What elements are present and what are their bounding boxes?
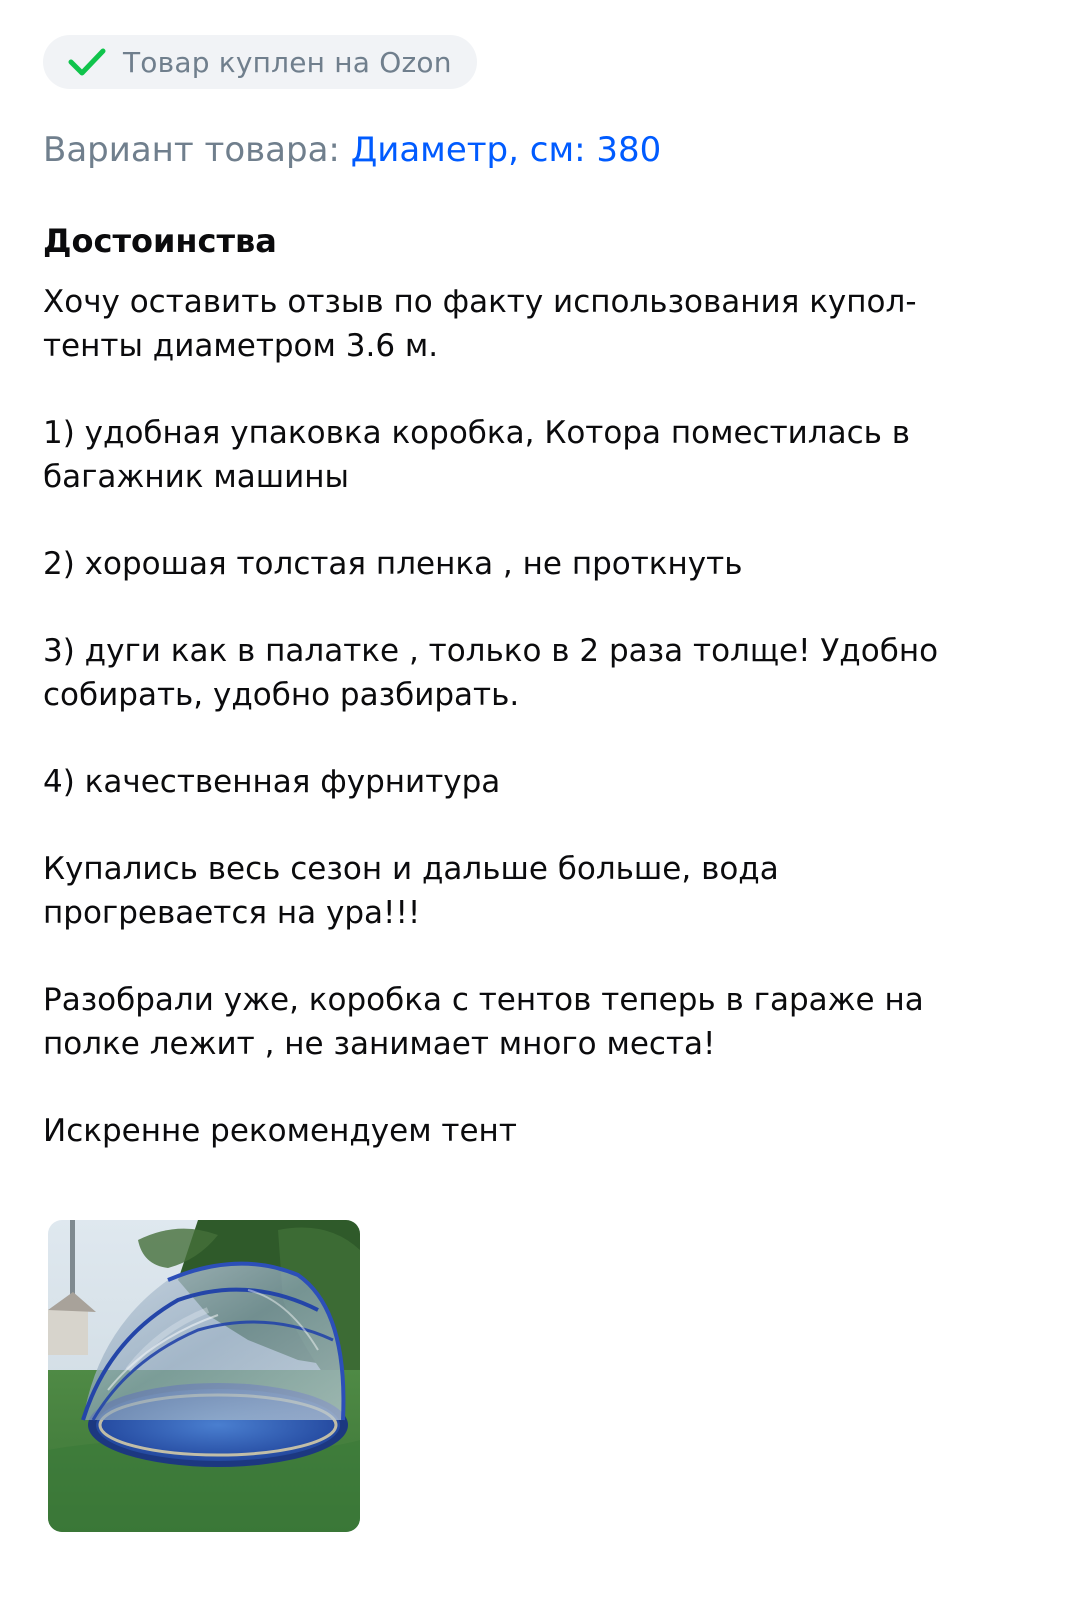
- review-line: багажник машины: [43, 459, 349, 495]
- review-line: 4) качественная фурнитура: [43, 764, 501, 800]
- review-line: тенты диаметром 3.6 м.: [43, 328, 439, 364]
- review-paragraph: [43, 629, 1003, 717]
- review-line: 1) удобная упаковка коробка, Котора поместилась в: [43, 415, 911, 451]
- badge-text: Товар куплен на Ozon: [123, 45, 452, 79]
- purchase-verified-badge: [43, 35, 477, 89]
- review-line: Купались весь сезон и дальше больше, вода: [43, 851, 779, 887]
- review-line: Искренне рекомендуем тент: [43, 1113, 517, 1149]
- review-text: [43, 280, 1003, 1153]
- review-line: 3) дуги как в палатке , только в 2 раза толще! Удобно: [43, 633, 939, 669]
- review-paragraph: [43, 542, 1003, 586]
- review-line: прогревается на ура!!!: [43, 895, 421, 931]
- review-paragraph: [43, 978, 1003, 1066]
- review-line: Разобрали уже, коробка с тентов теперь в гараже на: [43, 982, 924, 1018]
- check-icon: [67, 46, 107, 78]
- review-line: 2) хорошая толстая пленка , не проткнуть: [43, 546, 743, 582]
- variant-value[interactable]: Диаметр, см: 380: [350, 130, 662, 170]
- review-paragraph: [43, 760, 1003, 804]
- review-photo[interactable]: [48, 1220, 360, 1532]
- review-paragraph: [43, 411, 1003, 499]
- review-paragraph: [43, 847, 1003, 935]
- advantages-title: Достоинства: [43, 222, 277, 260]
- review-line: собирать, удобно разбирать.: [43, 677, 520, 713]
- review-line: полке лежит , не занимает много места!: [43, 1026, 716, 1062]
- review-paragraph: [43, 280, 1003, 368]
- pool-dome-photo: [48, 1220, 360, 1532]
- review-line: Хочу оставить отзыв по факту использования купол-: [43, 284, 917, 320]
- product-variant: [43, 130, 661, 170]
- review-paragraph: [43, 1109, 1003, 1153]
- variant-label: Вариант товара:: [43, 130, 351, 170]
